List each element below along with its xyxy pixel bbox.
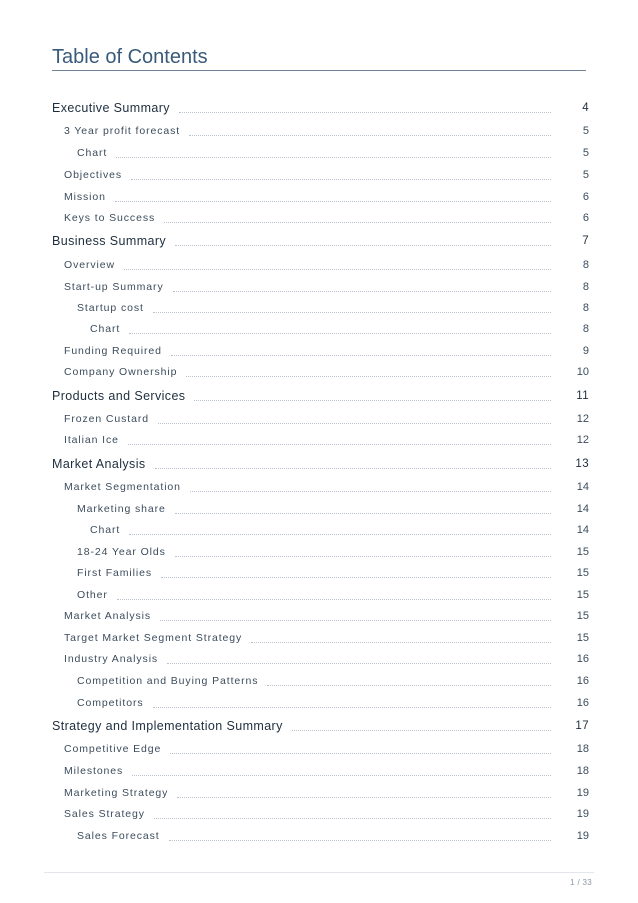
toc-entry-label: Overview [64,259,115,271]
toc-entry[interactable] [0,433,638,447]
toc-entry-label: Chart [77,147,108,159]
toc-leader-dots [292,730,551,731]
toc-entry[interactable] [0,457,638,471]
toc-leader-dots [160,620,551,621]
toc-entry-label: Funding Required [64,345,162,357]
toc-entry-label: Products and Services [52,389,186,403]
toc-entry-label: Italian Ice [64,434,119,446]
toc-entry-page: 6 [582,212,589,224]
toc-entry[interactable] [0,545,638,559]
toc-entry[interactable] [0,829,638,843]
toc-entry-page: 19 [576,830,589,842]
toc-entry-label: Objectives [64,169,123,181]
toc-leader-dots [128,444,551,445]
toc-leader-dots [190,491,551,492]
toc-leader-dots [177,797,551,798]
toc-entry-page: 15 [576,610,589,622]
toc-entry-label: Competitors [77,697,144,709]
toc-entry-label: Business Summary [52,234,167,248]
toc-leader-dots [129,534,551,535]
toc-entry-label: Marketing share [77,503,166,515]
toc-entry-page: 8 [582,259,589,271]
toc-leader-dots [167,663,551,664]
toc-entry-page: 19 [576,808,589,820]
toc-leader-dots [153,707,551,708]
toc-entry[interactable] [0,124,638,138]
toc-leader-dots [175,513,551,514]
toc-entry-label: Strategy and Implementation Summary [52,719,283,733]
toc-entry-page: 17 [575,720,589,732]
toc-entry-page: 4 [582,102,589,114]
toc-entry-label: Company Ownership [64,366,178,378]
toc-entry-page: 19 [576,787,589,799]
toc-entry-page: 16 [576,675,589,687]
footer-divider [44,872,594,873]
toc-entry[interactable] [0,674,638,688]
toc-entry[interactable] [0,764,638,778]
toc-entry-label: Startup cost [77,302,144,314]
toc-entry[interactable] [0,365,638,379]
toc-entry[interactable] [0,502,638,516]
toc-entry[interactable] [0,190,638,204]
toc-entry-label: Mission [64,191,106,203]
page-number: 1 / 33 [570,878,592,887]
toc-entry[interactable] [0,652,638,666]
toc-entry-page: 18 [576,743,589,755]
toc-entry-page: 15 [576,632,589,644]
toc-entry-label: Marketing Strategy [64,787,169,799]
toc-entry[interactable] [0,280,638,294]
toc-leader-dots [267,685,551,686]
toc-leader-dots [129,333,551,334]
toc-entry-label: 18-24 Year Olds [77,546,166,558]
toc-entry-label: 3 Year profit forecast [64,125,181,137]
toc-entry[interactable] [0,412,638,426]
toc-entry[interactable] [0,322,638,336]
toc-entry-page: 8 [582,302,589,314]
toc-entry-page: 14 [576,481,589,493]
toc-entry-page: 15 [576,589,589,601]
toc-entry-label: Frozen Custard [64,413,149,425]
toc-entry-page: 9 [582,345,589,357]
toc-entry-label: Market Analysis [52,457,146,471]
toc-entry[interactable] [0,234,638,248]
toc-leader-dots [189,135,551,136]
toc-entry-page: 12 [576,413,589,425]
toc-entry-page: 18 [576,765,589,777]
toc-entry-label: Executive Summary [52,101,170,115]
toc-entry-page: 5 [582,147,589,159]
toc-entry[interactable] [0,588,638,602]
toc-leader-dots [116,157,551,158]
toc-entry-page: 6 [582,191,589,203]
toc-entry-page: 16 [576,653,589,665]
toc-leader-dots [186,376,551,377]
toc-leader-dots [153,312,551,313]
toc-leader-dots [194,400,551,401]
toc-entry-label: First Families [77,567,153,579]
toc-entry-page: 14 [576,503,589,515]
toc-leader-dots [170,753,551,754]
toc-entry-page: 5 [582,125,589,137]
toc-entry[interactable] [0,742,638,756]
toc-entry-label: Other [77,589,108,601]
toc-entry-label: Chart [90,524,121,536]
toc-entry-page: 14 [576,524,589,536]
toc-entry-label: Competition and Buying Patterns [77,675,259,687]
toc-entry-label: Industry Analysis [64,653,159,665]
toc-entry[interactable] [0,523,638,537]
toc-entry-label: Competitive Edge [64,743,162,755]
toc-leader-dots [164,222,551,223]
toc-entry-page: 15 [576,546,589,558]
toc-entry-page: 8 [582,323,589,335]
toc-leader-dots [117,599,551,600]
toc-leader-dots [173,291,551,292]
toc-entry-page: 16 [576,697,589,709]
toc-leader-dots [154,818,551,819]
toc-entry[interactable] [0,631,638,645]
toc-entry[interactable] [0,696,638,710]
toc-entry-page: 5 [582,169,589,181]
page-title: Table of Contents [52,46,208,68]
toc-entry[interactable] [0,786,638,800]
toc-leader-dots [131,179,551,180]
toc-leader-dots [169,840,551,841]
toc-entry[interactable] [0,807,638,821]
toc-leader-dots [179,112,551,113]
toc-entry-page: 8 [582,281,589,293]
toc-entry-page: 13 [575,458,589,470]
toc-entry[interactable] [0,146,638,160]
toc-leader-dots [171,355,551,356]
toc-entry-page: 15 [576,567,589,579]
toc-leader-dots [132,775,551,776]
toc-entry[interactable] [0,258,638,272]
toc-entry-label: Start-up Summary [64,281,164,293]
toc-leader-dots [175,245,551,246]
toc-entry-page: 10 [576,366,589,378]
toc-entry-label: Keys to Success [64,212,156,224]
toc-leader-dots [155,468,551,469]
toc-leader-dots [124,269,551,270]
toc-entry-label: Target Market Segment Strategy [64,632,243,644]
toc-entry-label: Milestones [64,765,124,777]
toc-entry[interactable] [0,719,638,733]
toc-leader-dots [175,556,551,557]
toc-entry-label: Sales Strategy [64,808,145,820]
toc-entry-label: Market Segmentation [64,481,181,493]
toc-entry-label: Chart [90,323,121,335]
toc-leader-dots [161,577,551,578]
toc-entry[interactable] [0,301,638,315]
toc-entry-label: Sales Forecast [77,830,160,842]
toc-entry[interactable] [0,609,638,623]
toc-leader-dots [115,201,551,202]
toc-leader-dots [251,642,551,643]
toc-entry[interactable] [0,211,638,225]
toc-entry-label: Market Analysis [64,610,152,622]
toc-entry-page: 12 [576,434,589,446]
toc-entry-page: 7 [582,235,589,247]
toc-entry[interactable] [0,101,638,115]
toc-entry[interactable] [0,168,638,182]
toc-entry[interactable] [0,480,638,494]
toc-entry[interactable] [0,389,638,403]
toc-entry[interactable] [0,566,638,580]
toc-entry-page: 11 [576,390,589,402]
toc-leader-dots [158,423,551,424]
toc-entry[interactable] [0,344,638,358]
